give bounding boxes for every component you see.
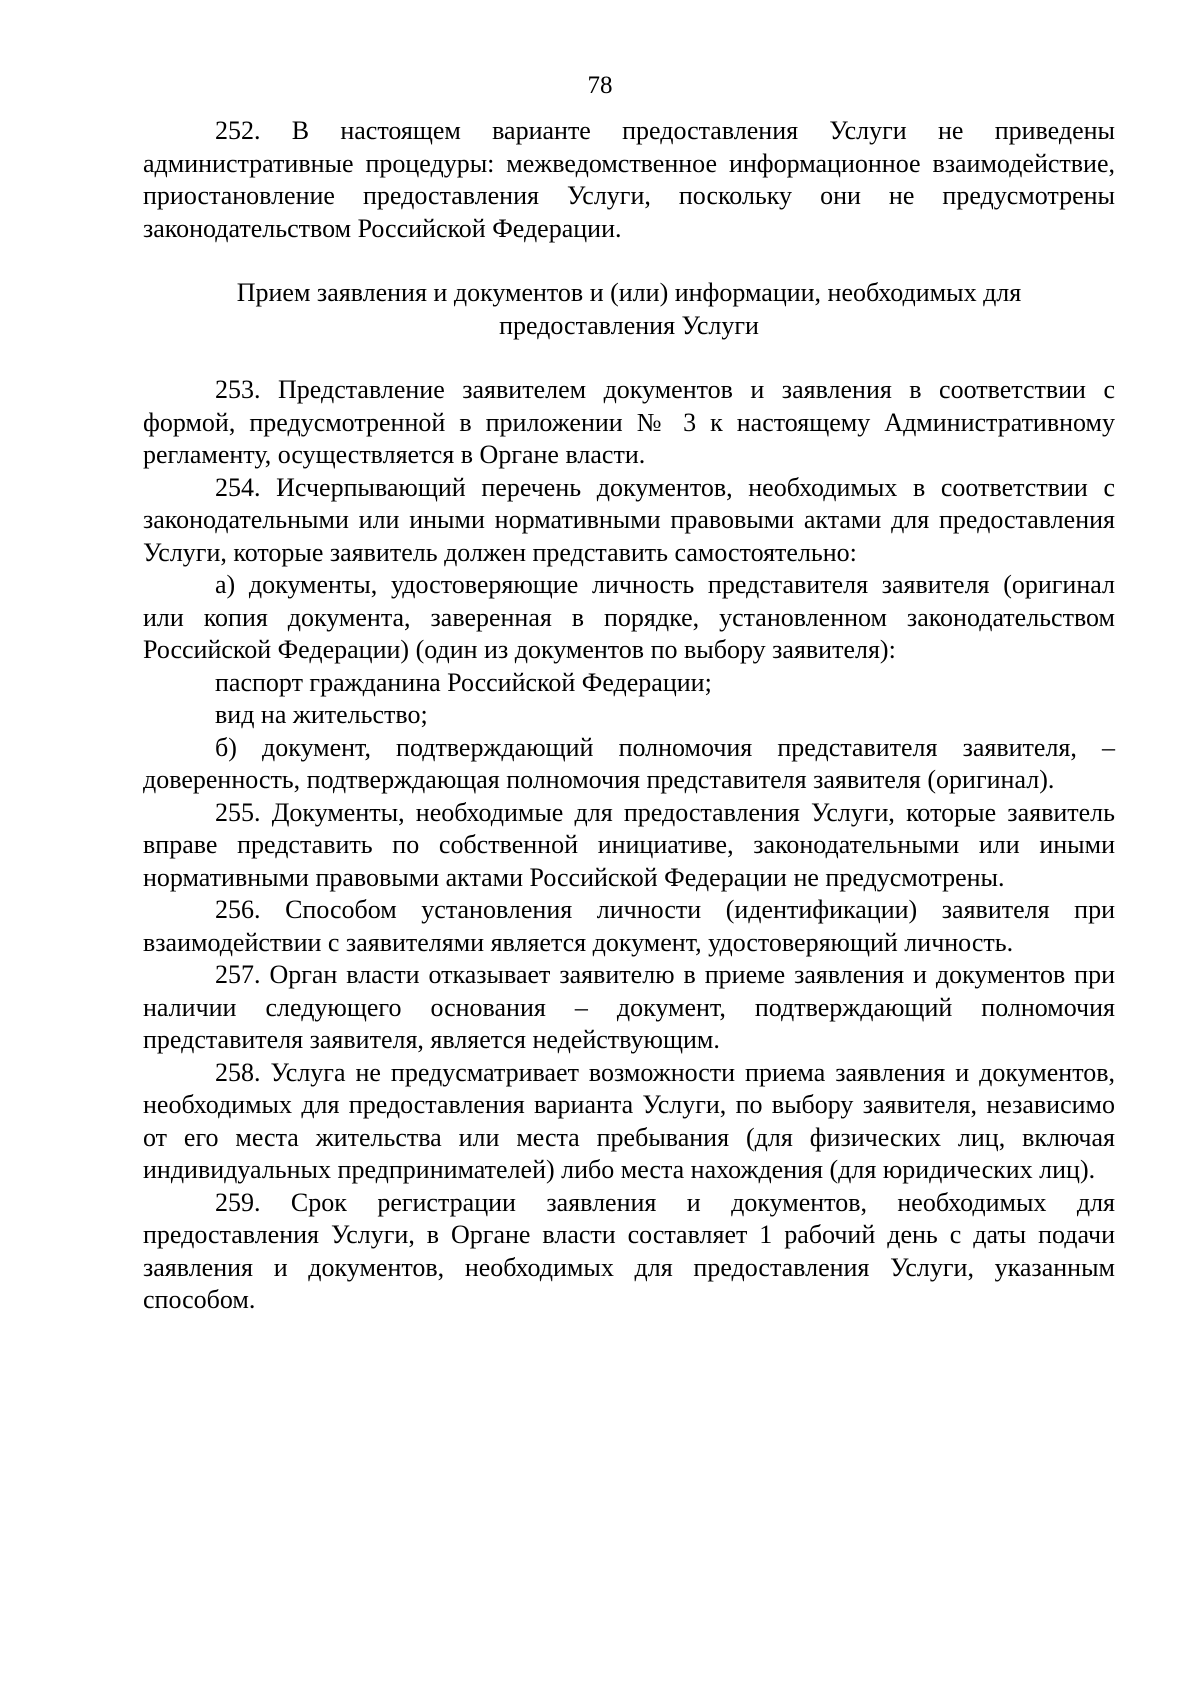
paragraph-257: 257. Орган власти отказывает заявителю в приеме заявления и документов при наличии следующего основания – документ, подтверждающий полномочия представителя заявителя, является недействующим. — [143, 960, 1115, 1054]
list-item-residence-permit: вид на жительство; — [215, 700, 428, 729]
paragraph-253: 253. Представление заявителем документов и заявления в соответствии с формой, предусмотренной в приложении № 3 к настоящему Административному регламенту, осуществляется в Органе власти. — [143, 375, 1115, 469]
paragraph-252: 252. В настоящем варианте предоставления Услуги не приведены административные процедуры: межведомственное информационное взаимодействие, приостановление предоставления Услуги, поскольку они не предусмотрены законодательством Российской Федерации. — [143, 116, 1115, 243]
paragraph-254-b: б) документ, подтверждающий полномочия представителя заявителя, – доверенность, подтверждающая полномочия представителя заявителя (оригинал). — [143, 732, 1115, 794]
paragraph-256: 256. Способом установления личности (идентификации) заявителя при взаимодействии с заявителями является документ, удостоверяющий личность. — [143, 895, 1115, 957]
paragraph-254: 254. Исчерпывающий перечень документов, необходимых в соответствии с законодательными или иными нормативными правовыми актами для предоставления Услуги, которые заявитель должен представить самостоятельно: — [143, 472, 1115, 567]
paragraph-258: 258. Услуга не предусматривает возможности приема заявления и документов, необходимых для предоставления варианта Услуги, по выбору заявителя, независимо от его места жительства или места пребывания (для физических лиц, включая индивидуальных предпринимателей) либо места нахождения (для юридических лиц). — [143, 1057, 1115, 1184]
document-body — [143, 115, 1115, 1317]
list-item-passport: паспорт гражданина Российской Федерации; — [215, 667, 712, 697]
paragraph-255: 255. Документы, необходимые для предоставления Услуги, которые заявитель вправе представить по собственной инициативе, законодательными или иными нормативными правовыми актами Российской Федерации не предусмотрены. — [143, 797, 1115, 892]
section-heading: Прием заявления и документов и (или) информации, необходимых для предоставления Услуги — [236, 278, 1022, 340]
page-number: 78 — [587, 72, 613, 99]
paragraph-259: 259. Срок регистрации заявления и документов, необходимых для предоставления Услуги, в Органе власти составляет 1 рабочий день с даты подачи заявления и документов, необходимых для предоставления Услуги, указанным способом. — [143, 1187, 1115, 1314]
paragraph-254-a: а) документы, удостоверяющие личность представителя заявителя (оригинал или копия документа, заверенная в порядке, установленном законодательством Российской Федерации) (один из документов по выбору заявителя): — [143, 570, 1115, 664]
